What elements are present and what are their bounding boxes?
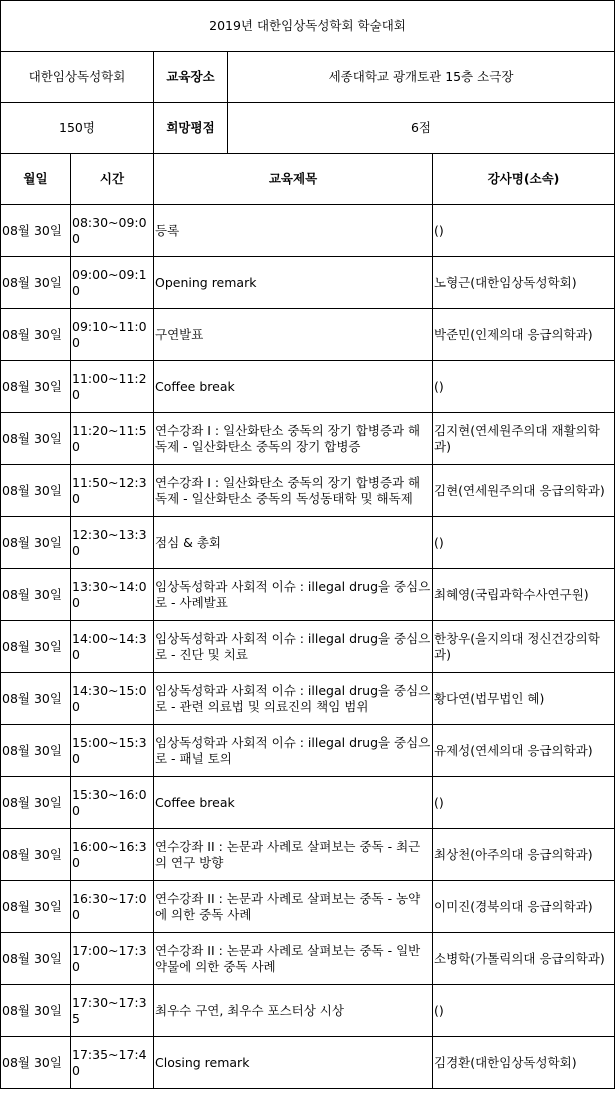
row-topic: 점심 & 총회	[154, 517, 433, 569]
row-speaker: 박준민(인제의대 응급의학과)	[433, 309, 615, 361]
header-date: 월일	[1, 154, 71, 205]
row-speaker: 최혜영(국립과학수사연구원)	[433, 569, 615, 621]
row-topic: 임상독성학과 사회적 이슈 : illegal drug을 중심으로 - 진단 및 치료	[154, 621, 433, 673]
row-time: 14:30~15:00	[71, 673, 154, 725]
row-date: 08월 30일	[1, 517, 71, 569]
row-speaker: ()	[433, 777, 615, 829]
table-row	[1, 465, 615, 517]
row-topic: Closing remark	[154, 1037, 433, 1089]
row-topic: 연수강좌 I : 일산화탄소 중독의 장기 합병증과 해독제 - 일산화탄소 중독의 장기 합병증	[154, 413, 433, 465]
table-row	[1, 257, 615, 309]
row-time: 17:30~17:35	[71, 985, 154, 1037]
row-time: 11:00~11:20	[71, 361, 154, 413]
row-time: 16:30~17:00	[71, 881, 154, 933]
row-speaker: 김현(연세원주의대 응급의학과)	[433, 465, 615, 517]
table-row	[1, 985, 615, 1037]
row-topic: Coffee break	[154, 361, 433, 413]
row-date: 08월 30일	[1, 985, 71, 1037]
row-topic: 연수강좌 I : 일산화탄소 중독의 장기 합병증과 해독제 - 일산화탄소 중독의 독성동태학 및 해독제	[154, 465, 433, 517]
row-date: 08월 30일	[1, 777, 71, 829]
table-row	[1, 829, 615, 881]
table-row	[1, 413, 615, 465]
page-title: 2019년 대한임상독성학회 학술대회	[1, 1, 615, 52]
row-topic: 구연발표	[154, 309, 433, 361]
header-time: 시간	[71, 154, 154, 205]
table-row	[1, 205, 615, 257]
table-row	[1, 933, 615, 985]
row-speaker: ()	[433, 361, 615, 413]
row-date: 08월 30일	[1, 673, 71, 725]
table-row	[1, 517, 615, 569]
row-time: 14:00~14:30	[71, 621, 154, 673]
row-time: 16:00~16:30	[71, 829, 154, 881]
row-time: 11:20~11:50	[71, 413, 154, 465]
venue-value: 세종대학교 광개토관 15층 소극장	[228, 52, 615, 103]
row-time: 08:30~09:00	[71, 205, 154, 257]
table-row	[1, 725, 615, 777]
row-time: 09:00~09:10	[71, 257, 154, 309]
row-date: 08월 30일	[1, 569, 71, 621]
table-row	[1, 569, 615, 621]
header-topic: 교육제목	[154, 154, 433, 205]
table-row	[1, 881, 615, 933]
row-topic: Coffee break	[154, 777, 433, 829]
row-speaker: ()	[433, 985, 615, 1037]
row-date: 08월 30일	[1, 205, 71, 257]
row-speaker: 유제성(연세의대 응급의학과)	[433, 725, 615, 777]
row-speaker: 김지현(연세원주의대 재활의학과)	[433, 413, 615, 465]
row-date: 08월 30일	[1, 309, 71, 361]
row-time: 17:00~17:30	[71, 933, 154, 985]
row-speaker: ()	[433, 205, 615, 257]
row-date: 08월 30일	[1, 361, 71, 413]
row-time: 15:30~16:00	[71, 777, 154, 829]
capacity: 150명	[1, 103, 154, 154]
score-label: 희망평점	[154, 103, 228, 154]
row-topic: 연수강좌 II : 논문과 사례로 살펴보는 중독 - 최근의 연구 방향	[154, 829, 433, 881]
table-row	[1, 361, 615, 413]
row-date: 08월 30일	[1, 1037, 71, 1089]
row-time: 11:50~12:30	[71, 465, 154, 517]
row-topic: 연수강좌 II : 논문과 사례로 살펴보는 중독 - 농약에 의한 중독 사례	[154, 881, 433, 933]
row-speaker: 이미진(경북의대 응급의학과)	[433, 881, 615, 933]
row-speaker: 한창우(을지의대 정신건강의학과)	[433, 621, 615, 673]
row-date: 08월 30일	[1, 725, 71, 777]
table-row	[1, 309, 615, 361]
row-time: 15:00~15:30	[71, 725, 154, 777]
row-topic: 임상독성학과 사회적 이슈 : illegal drug을 중심으로 - 패널 토의	[154, 725, 433, 777]
row-topic: Opening remark	[154, 257, 433, 309]
row-date: 08월 30일	[1, 621, 71, 673]
table-row	[1, 621, 615, 673]
header-speaker: 강사명(소속)	[433, 154, 615, 205]
row-date: 08월 30일	[1, 465, 71, 517]
row-date: 08월 30일	[1, 881, 71, 933]
row-topic: 등록	[154, 205, 433, 257]
venue-label: 교육장소	[154, 52, 228, 103]
table-row	[1, 777, 615, 829]
row-speaker: 최상천(아주의대 응급의학과)	[433, 829, 615, 881]
row-speaker: ()	[433, 517, 615, 569]
row-time: 09:10~11:00	[71, 309, 154, 361]
row-time: 17:35~17:40	[71, 1037, 154, 1089]
row-topic: 연수강좌 II : 논문과 사례로 살펴보는 중독 - 일반약물에 의한 중독 사례	[154, 933, 433, 985]
row-speaker: 노형근(대한임상독성학회)	[433, 257, 615, 309]
row-speaker: 황다연(법무법인 혜)	[433, 673, 615, 725]
row-topic: 임상독성학과 사회적 이슈 : illegal drug을 중심으로 - 관련 의료법 및 의료진의 책임 범위	[154, 673, 433, 725]
row-date: 08월 30일	[1, 829, 71, 881]
table-row	[1, 673, 615, 725]
row-speaker: 김경환(대한임상독성학회)	[433, 1037, 615, 1089]
row-speaker: 소병학(가톨릭의대 응급의학과)	[433, 933, 615, 985]
row-date: 08월 30일	[1, 933, 71, 985]
row-time: 13:30~14:00	[71, 569, 154, 621]
organizer: 대한임상독성학회	[1, 52, 154, 103]
row-topic: 최우수 구연, 최우수 포스터상 시상	[154, 985, 433, 1037]
row-date: 08월 30일	[1, 413, 71, 465]
score-value: 6점	[228, 103, 615, 154]
table-row	[1, 1037, 615, 1089]
row-time: 12:30~13:30	[71, 517, 154, 569]
row-topic: 임상독성학과 사회적 이슈 : illegal drug을 중심으로 - 사례발표	[154, 569, 433, 621]
row-date: 08월 30일	[1, 257, 71, 309]
